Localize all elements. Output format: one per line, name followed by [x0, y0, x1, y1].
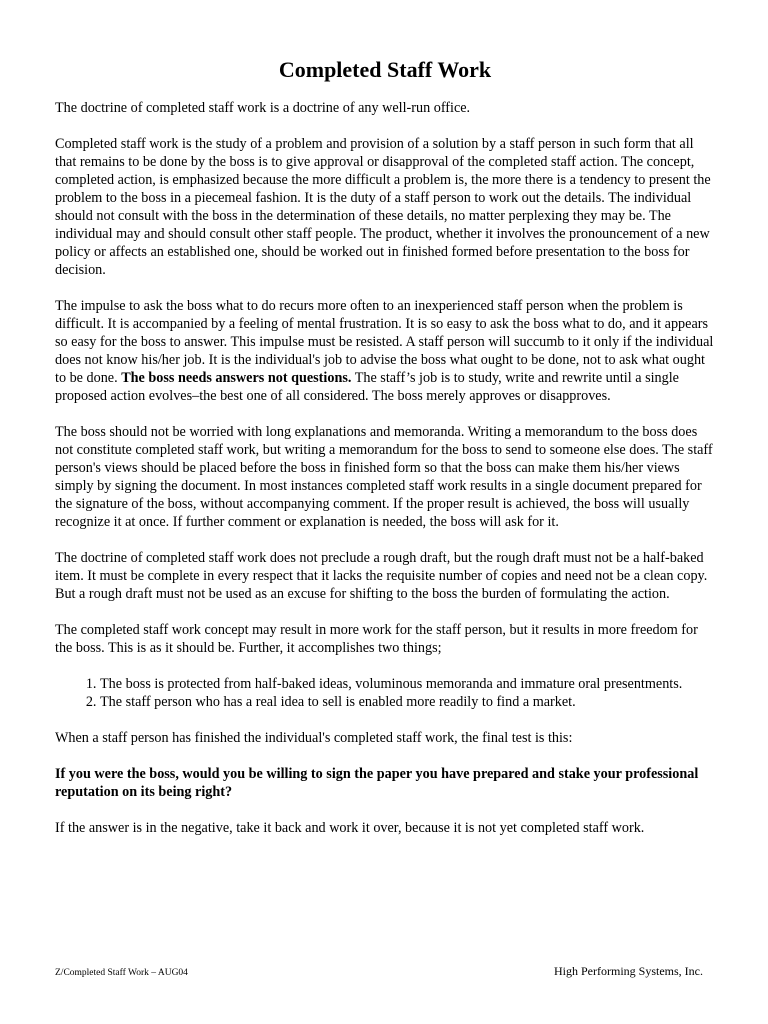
paragraph-impulse-text: The impulse to ask the boss what to do recurs more often to an inexperienced staff person when the problem is difficult. It is accompanied by a feeling of mental frustration. It is so easy to ask the boss what to do, and it appears so easy for the boss to answer. This impulse must be resisted. A staff person will succumb to it only if the individual does not know his/her job. It is the individual's job to advise the boss what ought to be done, not to ask what ought to be done.	[55, 298, 714, 386]
paragraph-rough-draft: The doctrine of completed staff work does not preclude a rough draft, but the rough draft must not be a half-baked item. It must be complete in every respect that it lacks the requisite number of copies and need not be a clean copy. But a rough draft must not be used as an excuse for shifting to the boss the burden of formulating the action.	[55, 550, 708, 602]
footer-company: High Performing Systems, Inc.	[554, 964, 703, 978]
page-title: Completed Staff Work	[278, 57, 492, 82]
footer-document-id: Z/Completed Staff Work – AUG04	[55, 968, 188, 978]
paragraph-intro: The doctrine of completed staff work is a doctrine of any well-run office.	[55, 100, 471, 116]
paragraph-memoranda: The boss should not be worried with long explanations and memoranda. Writing a memorandum to the boss does not constitute completed staff work, but writing a memorandum for the boss to send to someone else does. The staff person's views should be placed before the boss in finished form so that the boss can make them his/her views simply by signing the document. In most instances completed staff work results in a single document prepared for the signature of the boss, without accompanying comment. If the proper result is achieved, the boss will usually recognize it at once. If further comment or explanation is needed, the boss will ask for it.	[55, 424, 713, 530]
paragraph-final-test: When a staff person has finished the individual's completed staff work, the final test is this:	[55, 730, 573, 746]
list-item: 1. The boss is protected from half-baked ideas, voluminous memoranda and immature oral presentments.	[100, 675, 715, 693]
document-body	[55, 99, 715, 855]
paragraph-closing: If the answer is in the negative, take it back and work it over, because it is not yet completed staff work.	[55, 820, 645, 836]
page-footer	[55, 964, 703, 979]
benefits-list	[55, 675, 715, 711]
paragraph-concept: The completed staff work concept may result in more work for the staff person, but it results in more freedom for the boss. This is as it should be. Further, it accomplishes two things;	[55, 622, 698, 656]
list-item: 2. The staff person who has a real idea to sell is enabled more readily to find a market.	[100, 693, 715, 711]
final-question: If you were the boss, would you be willing to sign the paper you have prepared and stake your professional reputation on its being right?	[55, 766, 699, 800]
paragraph-impulse-emphasis: The boss needs answers not questions.	[121, 370, 352, 386]
paragraph-impulse	[55, 297, 715, 405]
paragraph-impulse-text-end: The staff’s job is to study, write and rewrite until a single proposed action evolves–the best one of all considered. The boss merely approves or disapproves.	[55, 370, 679, 404]
paragraph-definition: Completed staff work is the study of a problem and provision of a solution by a staff person in such form that all that remains to be done by the boss is to give approval or disapproval of the completed staff action. The concept, completed action, is emphasized because the more difficult a problem is, the more there is a tendency to present the problem to the boss in a piecemeal fashion. It is the duty of a staff person to work out the details. The individual should not consult with the boss in the determination of these details, no matter perplexing they may be. The individual may and should consult other staff people. The product, whether it involves the pronouncement of a new policy or affects an established one, should be worked out in finished formed before presentation to the boss for decision.	[55, 136, 711, 278]
